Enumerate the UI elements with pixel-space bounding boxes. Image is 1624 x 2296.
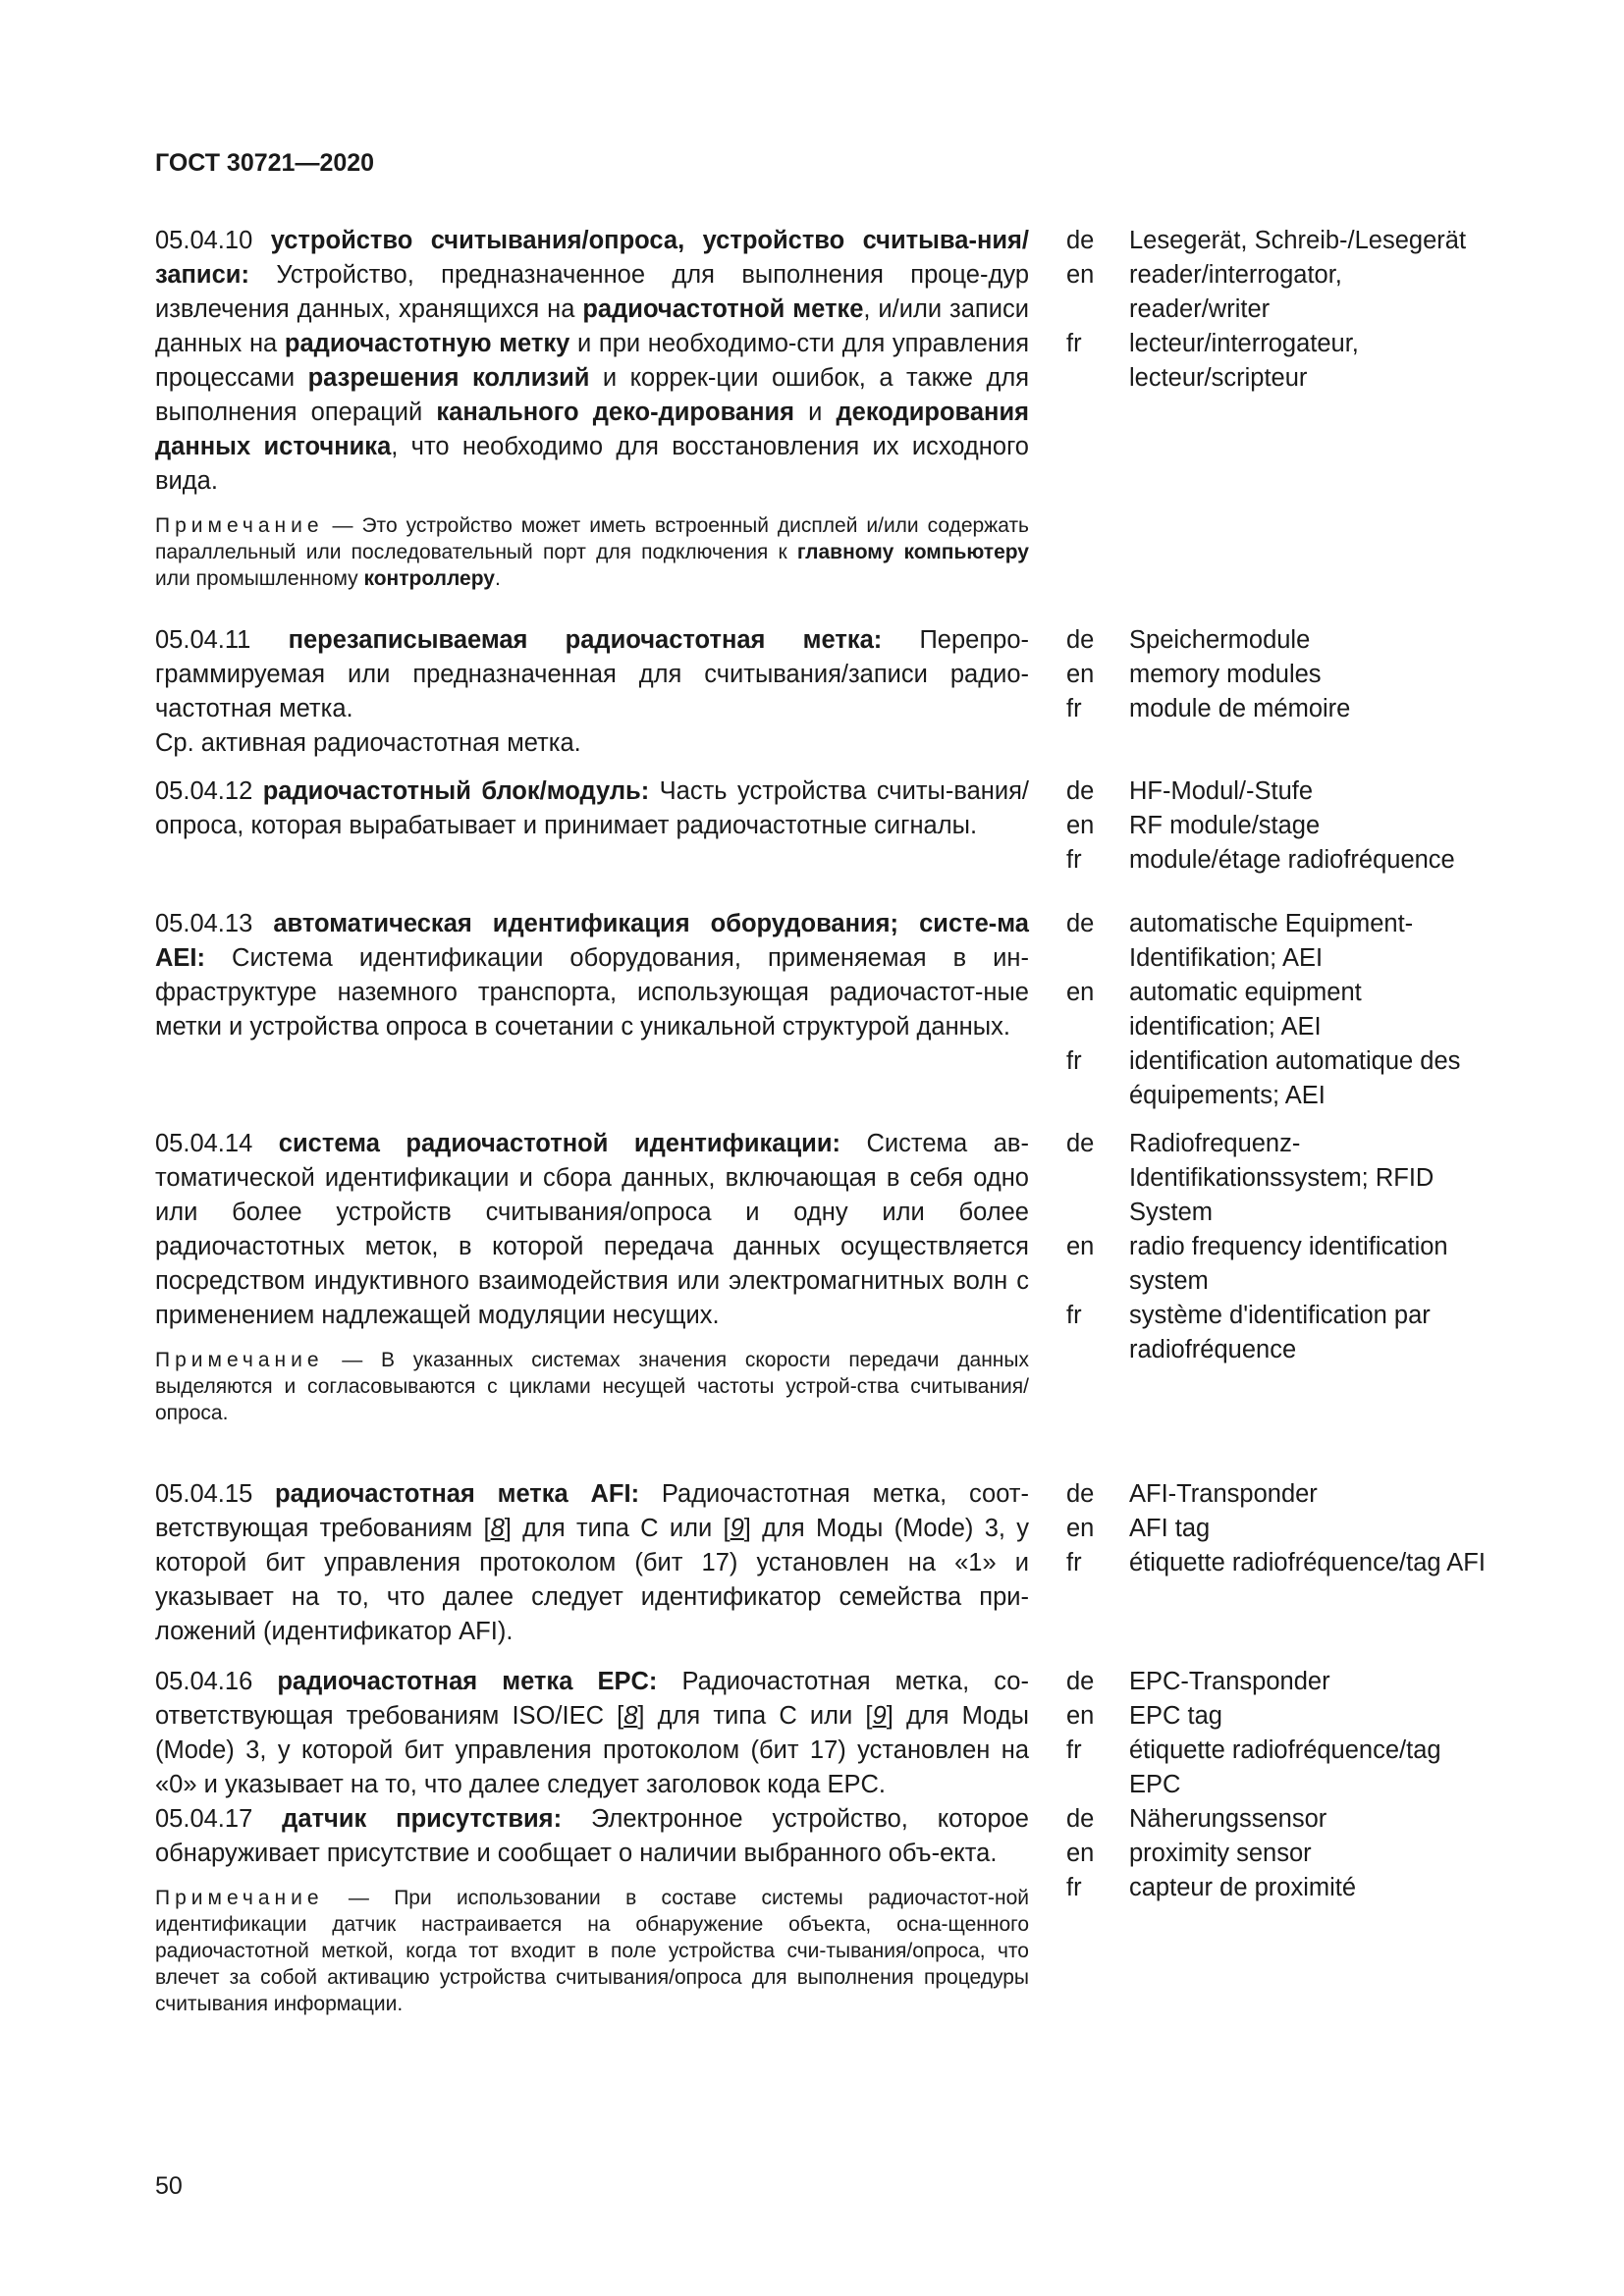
- lang-term: HF-Modul/-Stufe: [1129, 777, 1314, 805]
- lang-code: de: [1066, 777, 1095, 805]
- term-text: 05.04.14 система радиочастотной идентификации: Система ав-томатической идентификации и сбора данных, включающая в себя одно или более устройств считывания/опроса и одну или более радиочастотных меток, в которой передача данных осуществляется посредством индуктивного взаимодействия или электромагнитных волн с применением надлежащей модуляции несущих.: [155, 1130, 1029, 1329]
- lang-code: fr: [1066, 1549, 1082, 1576]
- term-definition: [155, 774, 1029, 878]
- term-translations: [1066, 1477, 1489, 1649]
- term-text: 05.04.10 устройство считывания/опроса, устройство считыва-ния/записи: Устройство, предназначенное для выполнения проце-дур извлечения данных, хранящихся на радиочастотной метке, и/или записи данных на радиочастотную метку и при необходимо-сти для управления процессами разрешения коллизий и коррек-ции ошибок, а также для выполнения операций канального деко-дирования и декодирования данных источника, что необходимо для восстановления их исходного вида.: [155, 227, 1030, 495]
- lang-code: de: [1066, 1480, 1095, 1508]
- lang-code: en: [1066, 1702, 1095, 1730]
- translation-row: [1066, 1734, 1489, 1802]
- translation-row: [1066, 774, 1489, 809]
- lang-code: de: [1066, 1805, 1095, 1833]
- lang-term: module/étage radiofréquence: [1129, 846, 1455, 874]
- translation-row: [1066, 623, 1489, 658]
- term-definition: [155, 907, 1029, 1113]
- term-entry: [155, 907, 1481, 1113]
- lang-term: Radiofrequenz-Identifikationssystem; RFID System: [1129, 1130, 1435, 1226]
- term-text: 05.04.11 перезаписываемая радиочастотная метка: Перепро-граммируемая или предназначенная для считывания/записи радио-частотная метка. Ср. активная радиочастотная метка.: [155, 626, 1030, 757]
- lang-code: de: [1066, 1668, 1095, 1695]
- translation-row: [1066, 1699, 1489, 1734]
- translation-row: [1066, 1546, 1489, 1580]
- term-entry: [155, 224, 1481, 610]
- lang-term: memory modules: [1129, 661, 1322, 688]
- lang-term: système d'identification par radiofréquence: [1129, 1302, 1431, 1363]
- translation-row: [1066, 1802, 1489, 1837]
- translation-row: [1066, 907, 1489, 976]
- term-translations: [1066, 1802, 1489, 2035]
- terms-list: [155, 224, 1486, 2035]
- lang-term: EPC tag: [1129, 1702, 1222, 1730]
- term-text: 05.04.13 автоматическая идентификация оборудования; систе-ма AEI: Система идентификации оборудования, применяемая в ин-фраструктуре наземного транспорта, использующая радиочастот-ные метки и устройства опроса в сочетании с уникальной структурой данных.: [155, 910, 1029, 1041]
- term-translations: [1066, 1665, 1489, 1802]
- term-note: Примечание — При использовании в составе системы радиочастот-ной идентификации датчик настраивается на обнаружение объекта, осна-щенного радиочастотной меткой, когда тот входит в поле устройства счи-тывания/опроса, что влечет за собой активацию устройства считывания/опроса для выполнения процедуры считывания информации.: [155, 1887, 1029, 2015]
- term-entry: [155, 1802, 1481, 2035]
- term-definition: [155, 1127, 1029, 1444]
- translation-row: [1066, 976, 1489, 1044]
- translation-row: [1066, 809, 1489, 843]
- term-translations: [1066, 907, 1489, 1113]
- lang-code: en: [1066, 812, 1095, 839]
- lang-term: RF module/stage: [1129, 812, 1321, 839]
- lang-term: EPC-Transponder: [1129, 1668, 1330, 1695]
- term-definition: [155, 623, 1029, 761]
- lang-code: fr: [1066, 1302, 1082, 1329]
- translation-row: [1066, 1230, 1489, 1299]
- term-note: Примечание — В указанных системах значения скорости передачи данных выделяются и согласовываются с циклами несущей частоты устрой-ства считывания/опроса.: [155, 1349, 1029, 1424]
- lang-term: Näherungssensor: [1129, 1805, 1327, 1833]
- term-translations: [1066, 774, 1489, 878]
- lang-code: en: [1066, 1233, 1095, 1260]
- translation-row: [1066, 1512, 1489, 1546]
- term-entry: [155, 1127, 1481, 1444]
- term-text: 05.04.12 радиочастотный блок/модуль: Часть устройства считы-вания/опроса, которая вырабатывает и принимает радиочастотные сигналы.: [155, 777, 1029, 839]
- lang-term: automatic equipment identification; AEI: [1129, 979, 1362, 1041]
- term-entry: [155, 774, 1481, 878]
- translation-row: [1066, 327, 1489, 396]
- lang-code: de: [1066, 1130, 1095, 1157]
- lang-code: fr: [1066, 330, 1082, 357]
- lang-code: fr: [1066, 695, 1082, 722]
- term-text: 05.04.15 радиочастотная метка AFI: Радиочастотная метка, соот-ветствующая требованиям [8] для типа С или [9] для Моды (Mode) 3, у которой бит управления протоколом (бит 17) установлен на «1» и указывает на то, что далее следует идентификатор семейства при-ложений (идентификатор AFI).: [155, 1480, 1030, 1645]
- term-entry: [155, 1665, 1481, 1802]
- translation-row: [1066, 1665, 1489, 1699]
- lang-term: proximity sensor: [1129, 1840, 1312, 1867]
- lang-code: fr: [1066, 846, 1082, 874]
- term-translations: [1066, 224, 1489, 610]
- lang-code: fr: [1066, 1874, 1082, 1901]
- translation-row: [1066, 1299, 1489, 1367]
- translation-row: [1066, 258, 1489, 327]
- page-number: 50: [155, 2172, 183, 2200]
- lang-term: AFI-Transponder: [1129, 1480, 1318, 1508]
- translation-row: [1066, 1477, 1489, 1512]
- lang-term: radio frequency identification system: [1129, 1233, 1448, 1295]
- term-translations: [1066, 1127, 1489, 1444]
- term-definition: [155, 1477, 1029, 1649]
- lang-term: reader/interrogator, reader/writer: [1129, 261, 1342, 323]
- term-entry: [155, 1477, 1486, 1649]
- lang-code: en: [1066, 979, 1095, 1006]
- lang-term: module de mémoire: [1129, 695, 1351, 722]
- lang-code: de: [1066, 626, 1095, 654]
- lang-term: capteur de proximité: [1129, 1874, 1357, 1901]
- translation-row: [1066, 1837, 1489, 1871]
- translation-row: [1066, 692, 1489, 726]
- lang-code: en: [1066, 661, 1095, 688]
- lang-code: en: [1066, 1840, 1095, 1867]
- lang-term: étiquette radiofréquence/tag AFI: [1129, 1549, 1486, 1576]
- lang-code: en: [1066, 1515, 1095, 1542]
- translation-row: [1066, 224, 1489, 258]
- lang-term: lecteur/interrogateur, lecteur/scripteur: [1129, 330, 1359, 392]
- term-definition: [155, 224, 1029, 610]
- term-translations: [1066, 623, 1489, 761]
- lang-term: identification automatique des équipements; AEI: [1129, 1047, 1461, 1109]
- term-entry: [155, 623, 1481, 761]
- term-text: 05.04.16 радиочастотная метка EPC: Радиочастотная метка, со-ответствующая требованиям ISO/IEC [8] для типа С или [9] для Моды (Mode) 3, у которой бит управления протоколом (бит 17) установлен на «0» и указывает на то, что далее следует заголовок кода EPC.: [155, 1668, 1029, 1798]
- term-definition: [155, 1802, 1029, 2035]
- lang-code: en: [1066, 261, 1095, 289]
- term-text: 05.04.17 датчик присутствия: Электронное устройство, которое обнаруживает присутствие и сообщает о наличии выбранного объ-екта.: [155, 1805, 1029, 1867]
- translation-row: [1066, 658, 1489, 692]
- lang-term: Lesegerät, Schreib-/Lesegerät: [1129, 227, 1467, 254]
- lang-code: de: [1066, 227, 1095, 254]
- translation-row: [1066, 1871, 1489, 1905]
- lang-term: automatische Equipment-Identifikation; AEI: [1129, 910, 1414, 972]
- lang-term: Speichermodule: [1129, 626, 1311, 654]
- document-header: ГОСТ 30721—2020: [155, 149, 375, 177]
- lang-code: fr: [1066, 1047, 1082, 1075]
- lang-term: AFI tag: [1129, 1515, 1211, 1542]
- translation-row: [1066, 1127, 1489, 1230]
- lang-code: de: [1066, 910, 1095, 937]
- lang-code: fr: [1066, 1736, 1082, 1764]
- term-definition: [155, 1665, 1029, 1802]
- term-note: Примечание — Это устройство может иметь встроенный дисплей и/или содержать параллельный или последовательный порт для подключения к главному компьютеру или промышленному контроллеру.: [155, 514, 1029, 590]
- translation-row: [1066, 843, 1489, 878]
- translation-row: [1066, 1044, 1489, 1113]
- lang-term: étiquette radiofréquence/tag EPC: [1129, 1736, 1441, 1798]
